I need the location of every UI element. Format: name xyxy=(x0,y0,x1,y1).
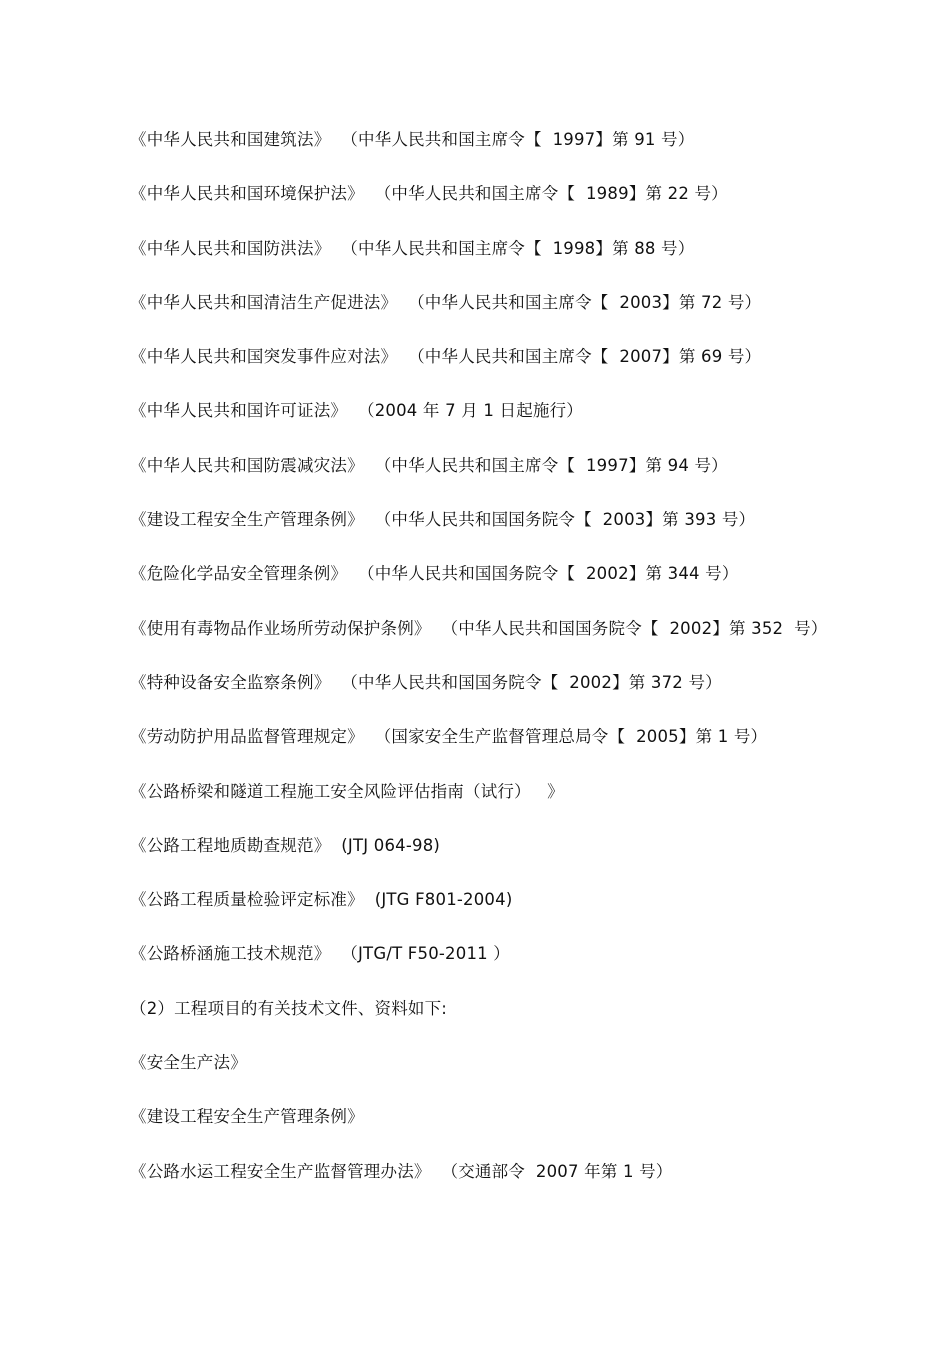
regulation-line: 《公路桥梁和隧道工程施工安全风险评估指南（试行） 》 xyxy=(130,781,564,801)
regulation-line: 《公路水运工程安全生产监督管理办法》 （交通部令 2007 年第 1 号） xyxy=(130,1161,673,1181)
regulation-line: 《危险化学品安全管理条例》 （中华人民共和国国务院令【 2002】第 344 号） xyxy=(130,564,739,584)
regulation-line: 《中华人民共和国许可证法》 （2004 年 7 月 1 日起施行） xyxy=(130,401,584,421)
regulation-line: 《公路桥涵施工技术规范》 （JTG/T F50-2011 ） xyxy=(130,944,510,964)
regulation-line: 《建设工程安全生产管理条例》 xyxy=(130,1107,364,1127)
regulation-line: 《建设工程安全生产管理条例》 （中华人民共和国国务院令【 2003】第 393 号） xyxy=(130,510,756,530)
regulation-line: 《中华人民共和国防震减灾法》 （中华人民共和国主席令【 1997】第 94 号） xyxy=(130,455,728,475)
regulation-line: 《中华人民共和国突发事件应对法》 （中华人民共和国主席令【 2007】第 69 号） xyxy=(130,347,762,367)
regulation-list xyxy=(130,126,920,1212)
regulation-line: 《公路工程质量检验评定标准》 (JTG F801-2004) xyxy=(130,890,513,910)
regulation-line: 《劳动防护用品监督管理规定》 （国家安全生产监督管理总局令【 2005】第 1 号） xyxy=(130,727,768,747)
section-heading: （2）工程项目的有关技术文件、资料如下: xyxy=(130,998,448,1018)
regulation-line: 《安全生产法》 xyxy=(130,1053,247,1073)
regulation-line: 《特种设备安全监察条例》 （中华人民共和国国务院令【 2002】第 372 号） xyxy=(130,672,722,692)
regulation-line: 《公路工程地质勘查规范》 (JTJ 064-98) xyxy=(130,835,441,855)
regulation-line: 《中华人民共和国建筑法》 （中华人民共和国主席令【 1997】第 91 号） xyxy=(130,130,695,149)
regulation-line: 《中华人民共和国清洁生产促进法》 （中华人民共和国主席令【 2003】第 72 号） xyxy=(130,292,762,312)
regulation-line: 《中华人民共和国防洪法》 （中华人民共和国主席令【 1998】第 88 号） xyxy=(130,238,695,258)
regulation-line: 《使用有毒物品作业场所劳动保护条例》 （中华人民共和国国务院令【 2002】第 352 号） xyxy=(130,618,828,638)
regulation-line: 《中华人民共和国环境保护法》 （中华人民共和国主席令【 1989】第 22 号） xyxy=(130,184,728,204)
